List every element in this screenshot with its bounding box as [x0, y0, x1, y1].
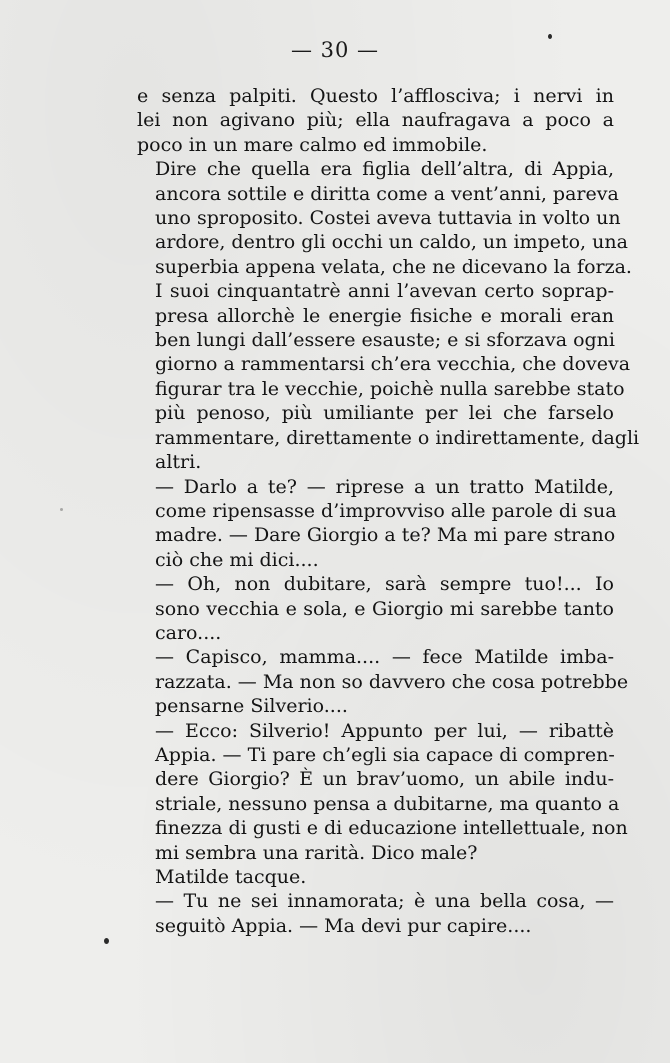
paragraph — [137, 84, 614, 157]
text-line: superbia appena velata, che ne dicevano la forza. — [155, 255, 632, 278]
text-line: finezza di gusti e di educazione intellettuale, non — [155, 817, 628, 840]
text-line: Appia. — Ti pare ch’egli sia capace di compren- — [155, 743, 615, 766]
paragraph — [137, 157, 632, 279]
text-line: più penoso, più umiliante per lei che farselo — [155, 402, 614, 425]
scan-speck — [548, 34, 552, 39]
body-text — [137, 84, 640, 938]
scan-speck — [104, 938, 109, 944]
text-line: presa allorchè le energie fisiche e morali eran — [155, 304, 614, 327]
text-line: I suoi cinquantatrè anni l’avevan certo soprap- — [155, 280, 614, 303]
text-line: striale, nessuno pensa a dubitarne, ma quanto a — [155, 792, 620, 815]
text-line: altri. — [155, 451, 202, 474]
text-line: ciò che mi dici.... — [155, 548, 319, 571]
text-line: mi sembra una rarità. Dico male? — [155, 841, 478, 864]
scan-speck — [609, 731, 612, 734]
text-line: — Darlo a te? — riprese a un tratto Matilde, — [155, 475, 614, 498]
text-line: giorno a rammentarsi ch’era vecchia, che doveva — [155, 353, 631, 376]
text-line: — Capisco, mamma.... — fece Matilde imba- — [155, 646, 614, 669]
paragraph — [137, 572, 614, 645]
text-line: e senza palpiti. Questo l’afflosciva; i nervi in — [137, 85, 614, 107]
text-line: — Oh, non dubitare, sarà sempre tuo!... Io — [155, 573, 614, 596]
paragraph — [137, 865, 614, 889]
text-line: caro.... — [155, 621, 222, 644]
text-line: — Tu ne sei innamorata; è una bella cosa, — — [155, 890, 614, 913]
text-line: figurar tra le vecchie, poichè nulla sarebbe stato — [155, 377, 625, 400]
text-line: razzata. — Ma non so davvero che cosa potrebbe — [155, 670, 629, 693]
text-line: Dire che quella era figlia dell’altra, di Appia, — [155, 158, 614, 181]
scan-speck — [60, 508, 63, 511]
paragraph — [137, 645, 629, 718]
text-line: sono vecchia e sola, e Giorgio mi sarebbe tanto — [155, 597, 614, 620]
text-line: — Ecco: Silverio! Appunto per lui, — ribattè — [155, 719, 614, 742]
text-line: ancora sottile e diritta come a vent’anni, pareva — [155, 182, 619, 205]
text-line: come ripensasse d’improvviso alle parole di sua — [155, 499, 617, 522]
text-line: ben lungi dall’essere esauste; e si sforzava ogni — [155, 329, 615, 352]
text-line: dere Giorgio? È un brav’uomo, un abile indu- — [155, 768, 614, 791]
text-line: lei non agivano più; ella naufragava a poco a — [137, 109, 614, 132]
page-number: — 30 — — [290, 38, 380, 62]
text-line: ardore, dentro gli occhi un caldo, un impeto, una — [155, 231, 628, 254]
text-line: rammentare, direttamente o indirettamente, dagli — [155, 426, 640, 449]
text-line: poco in un mare calmo ed immobile. — [137, 133, 488, 156]
paragraph — [137, 279, 640, 474]
paragraph — [137, 719, 628, 865]
text-line: seguitò Appia. — Ma devi pur capire.... — [155, 914, 532, 937]
paragraph — [137, 475, 617, 573]
text-line: madre. — Dare Giorgio a te? Ma mi pare strano — [155, 524, 616, 547]
text-line: Matilde tacque. — [155, 866, 307, 888]
text-line: pensarne Silverio.... — [155, 695, 348, 718]
text-line: uno sproposito. Costei aveva tuttavia in volto un — [155, 207, 621, 230]
paragraph — [137, 889, 614, 938]
